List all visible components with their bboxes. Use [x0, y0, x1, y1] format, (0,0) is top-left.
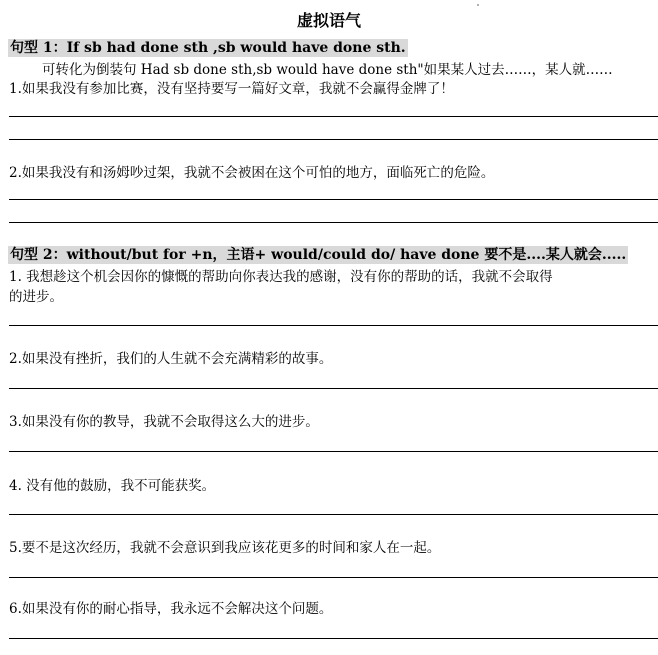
section2-item-2: 2.如果没有挫折，我们的人生就不会充满精彩的故事。	[9, 351, 333, 367]
section2-item-3: 3.如果没有你的教导，我就不会取得这么大的进步。	[9, 414, 319, 430]
section2-item-1-cont: 的进步。	[9, 289, 63, 305]
answer-line	[9, 139, 658, 140]
answer-line	[9, 116, 658, 117]
stray-mark	[477, 4, 479, 6]
section1-item-1: 1.如果我没有参加比赛，没有坚持要写一篇好文章，我就不会赢得金牌了！	[9, 81, 454, 97]
answer-line	[9, 638, 658, 639]
page-title: 虚拟语气	[296, 11, 361, 30]
answer-line	[9, 222, 658, 223]
answer-line	[9, 451, 658, 452]
section1-heading: 句型 1：If sb had done sth ,sb would have done sth.	[10, 40, 406, 56]
section2-item-4: 4. 没有他的鼓励，我不可能获奖。	[9, 478, 216, 494]
answer-line	[9, 325, 658, 326]
answer-line	[9, 514, 658, 515]
section2-item-1: 1. 我想趁这个机会因你的慷慨的帮助向你表达我的感谢，没有你的帮助的话，我就不会取得	[9, 269, 553, 285]
section1-item-2: 2.如果我没有和汤姆吵过架，我就不会被困在这个可怕的地方，面临死亡的危险。	[9, 165, 495, 181]
section2-item-5: 5.要不是这次经历，我就不会意识到我应该花更多的时间和家人在一起。	[9, 540, 441, 556]
section2-heading: 句型 2：without/but for +n，主语+ would/could do/ have done 要不是....某人就会.....	[10, 247, 627, 263]
answer-line	[9, 577, 658, 578]
section2-item-6: 6.如果没有你的耐心指导，我永远不会解决这个问题。	[9, 601, 333, 617]
answer-line	[9, 199, 658, 200]
section1-note: 可转化为倒装句 Had sb done sth,sb would have done sth"如果某人过去……，某人就……	[42, 62, 613, 78]
answer-line	[9, 388, 658, 389]
